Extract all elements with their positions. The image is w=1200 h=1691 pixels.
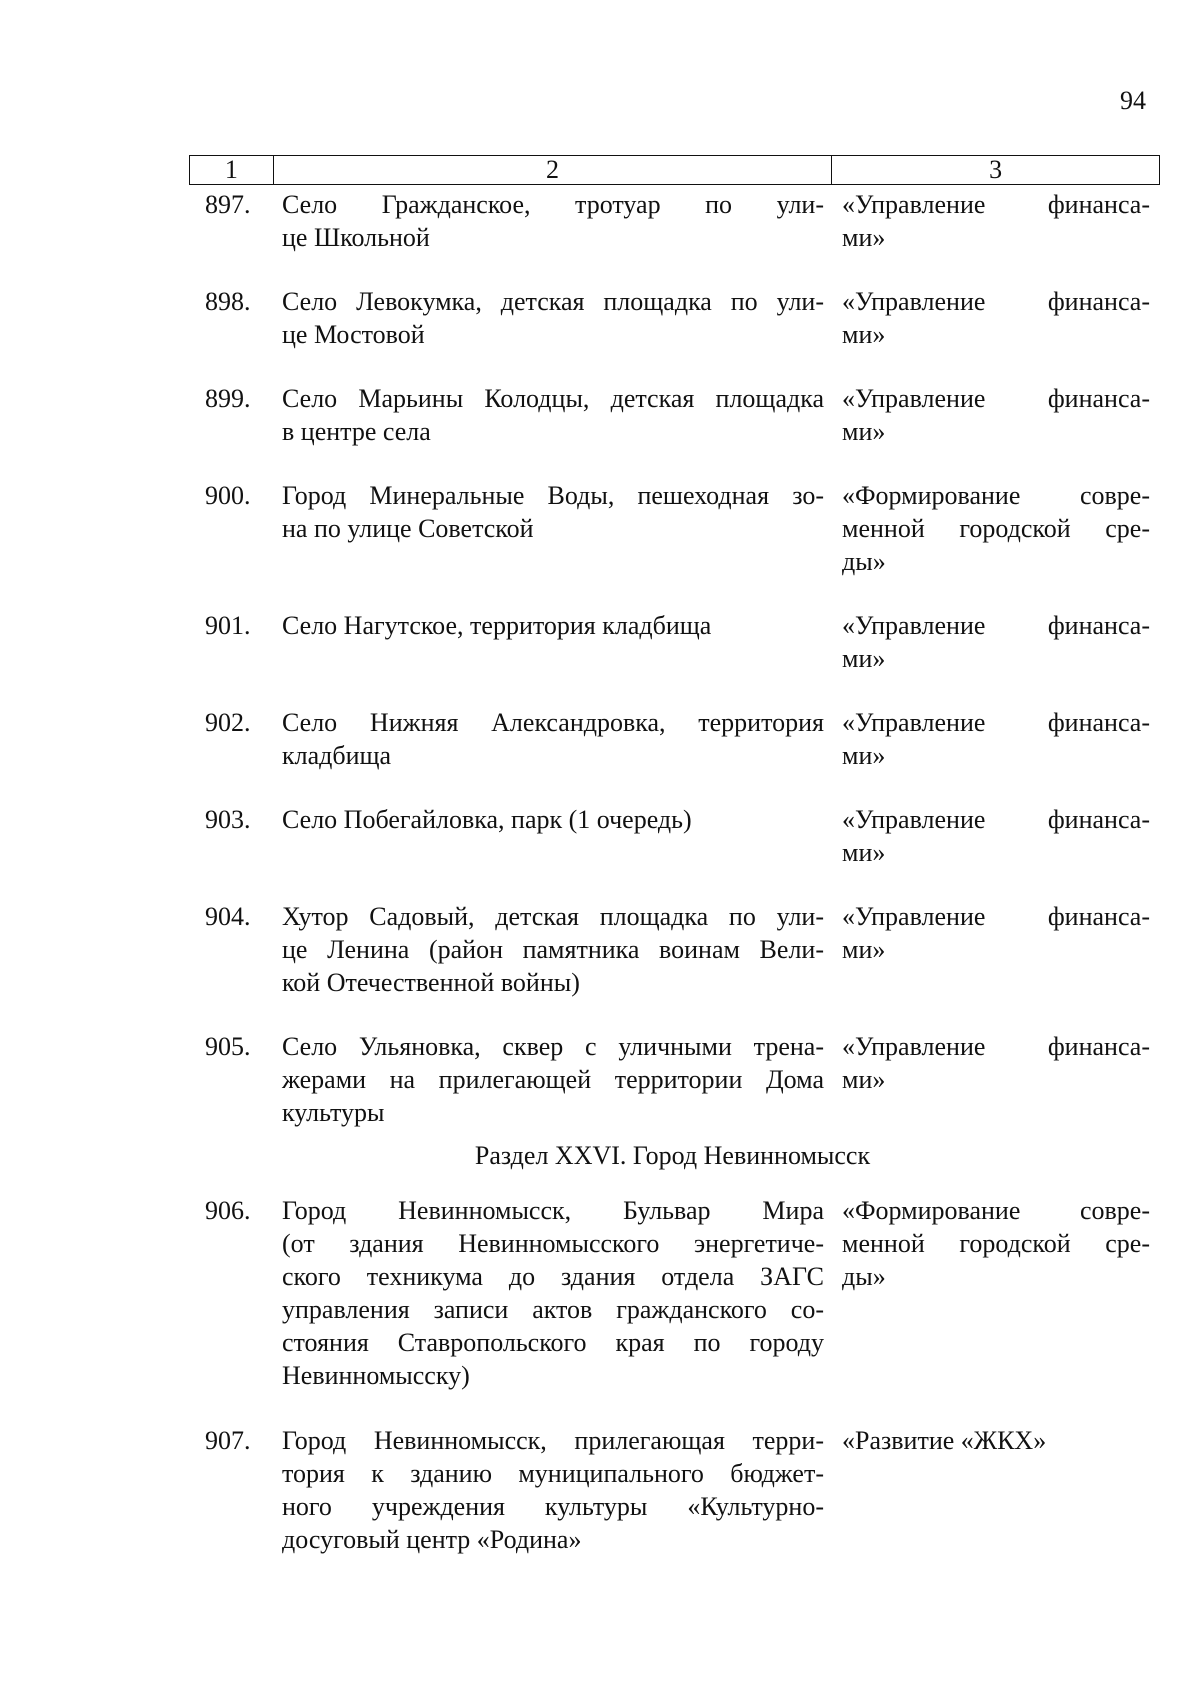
header-col-1: 1	[190, 156, 274, 185]
row-description-line: Село Марьины Колодцы, детская площадка	[282, 384, 824, 413]
row-description	[282, 1424, 824, 1556]
row-program-line: «Управление финанса-	[842, 805, 1150, 834]
row-description-line: на по улице Советской	[282, 514, 534, 543]
row-number: 906.	[205, 1196, 251, 1225]
row-description-line: досуговый центр «Родина»	[282, 1525, 582, 1554]
row-description-line: жерами на прилегающей территории Дома	[282, 1065, 824, 1094]
header-col-3: 3	[832, 156, 1160, 185]
row-program-line: «Управление финанса-	[842, 287, 1150, 316]
row-description-line: це Школьной	[282, 223, 430, 252]
row-description-line: ского техникума до здания отдела ЗАГС	[282, 1262, 824, 1291]
row-description	[282, 900, 824, 999]
row-description	[282, 382, 824, 448]
row-description-line: в центре села	[282, 417, 431, 446]
page-number: 94	[1120, 86, 1146, 115]
row-description-line: ного учреждения культуры «Культурно-	[282, 1492, 824, 1521]
row-number: 907.	[205, 1426, 251, 1455]
row-description	[282, 1194, 824, 1392]
row-program-line: ми»	[842, 223, 886, 252]
row-program-line: ми»	[842, 417, 886, 446]
row-description-line: тория к зданию муниципального бюджет-	[282, 1459, 824, 1488]
row-program-line: ми»	[842, 935, 886, 964]
row-description-line: Село Побегайловка, парк (1 очередь)	[282, 805, 692, 834]
row-program	[842, 706, 1150, 772]
row-program-line: ми»	[842, 320, 886, 349]
row-program-line: ми»	[842, 838, 886, 867]
row-program-line: «Развитие «ЖКХ»	[842, 1426, 1047, 1455]
row-description	[282, 706, 824, 772]
row-description-line: Город Невинномысск, прилегающая терри-	[282, 1426, 824, 1455]
row-number: 905.	[205, 1032, 251, 1061]
row-program-line: «Управление финанса-	[842, 1032, 1150, 1061]
row-description-line: Невинномысску)	[282, 1361, 470, 1390]
header-col-2: 2	[273, 156, 832, 185]
row-description-line: це Ленина (район памятника воинам Вели-	[282, 935, 824, 964]
row-description-line: (от здания Невинномысского энергетиче-	[282, 1229, 824, 1258]
row-number: 897.	[205, 190, 251, 219]
table-header	[189, 155, 1160, 185]
row-number: 904.	[205, 902, 251, 931]
row-program-line: ми»	[842, 1065, 886, 1094]
row-description-line: культуры	[282, 1098, 385, 1127]
row-program-line: ми»	[842, 644, 886, 673]
row-description-line: Город Минеральные Воды, пешеходная зо-	[282, 481, 824, 510]
row-description-line: Село Левокумка, детская площадка по ули-	[282, 287, 824, 316]
row-program-line: ды»	[842, 1262, 886, 1291]
row-program-line: менной городской сре-	[842, 1229, 1150, 1258]
row-description-line: Село Нагутское, территория кладбища	[282, 611, 712, 640]
row-program-line: «Управление финанса-	[842, 190, 1150, 219]
row-program-line: ды»	[842, 547, 886, 576]
row-program	[842, 382, 1150, 448]
row-program	[842, 900, 1150, 966]
row-program	[842, 285, 1150, 351]
row-program	[842, 1194, 1150, 1293]
row-program-line: «Формирование совре-	[842, 481, 1150, 510]
row-program-line: «Формирование совре-	[842, 1196, 1150, 1225]
row-description-line: кладбища	[282, 741, 392, 770]
row-program-line: ми»	[842, 741, 886, 770]
row-program	[842, 609, 1150, 675]
row-description-line: Село Гражданское, тротуар по ули-	[282, 190, 824, 219]
row-description-line: це Мостовой	[282, 320, 425, 349]
row-program-line: «Управление финанса-	[842, 902, 1150, 931]
row-description-line: Хутор Садовый, детская площадка по ули-	[282, 902, 824, 931]
row-program	[842, 803, 1150, 869]
row-description	[282, 609, 824, 642]
row-number: 900.	[205, 481, 251, 510]
row-number: 903.	[205, 805, 251, 834]
row-description	[282, 803, 824, 836]
row-description-line: кой Отечественной войны)	[282, 968, 580, 997]
row-description-line: стояния Ставропольского края по городу	[282, 1328, 824, 1357]
row-number: 902.	[205, 708, 251, 737]
row-program-line: менной городской сре-	[842, 514, 1150, 543]
row-program-line: «Управление финанса-	[842, 384, 1150, 413]
row-program	[842, 1424, 1150, 1457]
row-program	[842, 479, 1150, 578]
row-description-line: Город Невинномысск, Бульвар Мира	[282, 1196, 824, 1225]
row-number: 899.	[205, 384, 251, 413]
row-description	[282, 1030, 824, 1129]
row-description	[282, 479, 824, 545]
row-number: 898.	[205, 287, 251, 316]
section-title: Раздел XXVI. Город Невинномысск	[474, 1141, 871, 1170]
row-description-line: управления записи актов гражданского со-	[282, 1295, 824, 1324]
row-program-line: «Управление финанса-	[842, 708, 1150, 737]
row-program-line: «Управление финанса-	[842, 611, 1150, 640]
row-program	[842, 1030, 1150, 1096]
row-description	[282, 188, 824, 254]
row-description	[282, 285, 824, 351]
row-program	[842, 188, 1150, 254]
row-number: 901.	[205, 611, 251, 640]
row-description-line: Село Нижняя Александровка, территория	[282, 708, 824, 737]
row-description-line: Село Ульяновка, сквер с уличными трена-	[282, 1032, 824, 1061]
